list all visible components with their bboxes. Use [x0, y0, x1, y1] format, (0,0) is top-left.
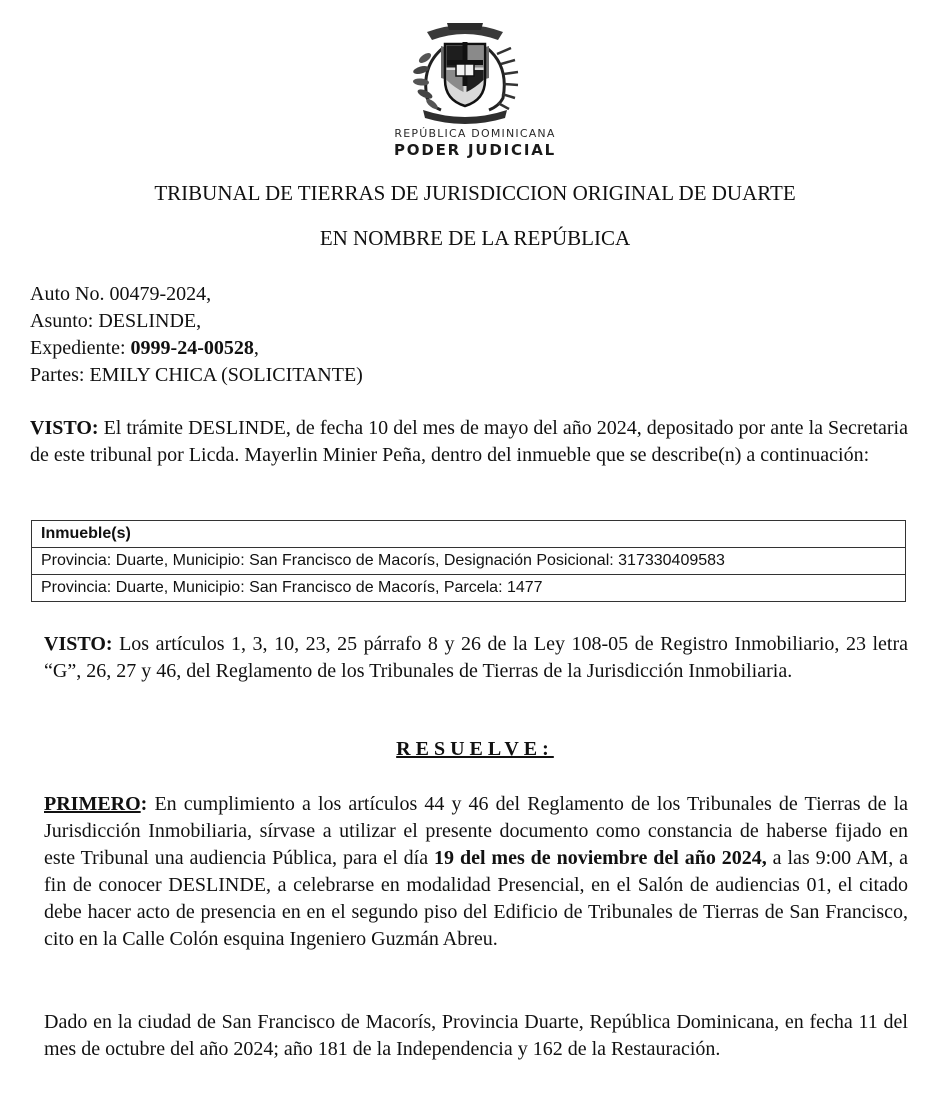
- resuelve-heading: RESUELVE:: [396, 738, 554, 760]
- auto-number-line: [30, 281, 363, 308]
- visto-text: El trámite DESLINDE, de fecha 10 del mes de mayo del año 2024, depositado por ante la Secretaria de este tribunal por Licda. Mayerlin Minier Peña, dentro del inmueble que se describe(n) a continuación:: [30, 417, 908, 466]
- auto-value: 00479-2024,: [109, 283, 212, 305]
- table-row: [32, 575, 906, 602]
- auto-label: Auto No.: [30, 283, 105, 305]
- table-row: [32, 548, 906, 575]
- expediente-label: Expediente:: [30, 337, 126, 359]
- coat-of-arms-icon: [405, 14, 525, 126]
- table-header-cell: Inmueble(s): [32, 521, 906, 548]
- document-subtitle: EN NOMBRE DE LA REPÚBLICA: [319, 226, 631, 250]
- visto-paragraph-2: [44, 631, 908, 685]
- primero-text-a: En cumplimiento a los artículos 44 y 46 del Reglamento de los Tribunales de Tierras de la Jurisdicción Inmobiliaria, sírvase a utilizar el presente documento como constancia de haberse fijado en este Tribunal una audiencia Pública, para el día: [44, 793, 908, 869]
- asunto-label: Asunto:: [30, 310, 94, 332]
- table-cell: Provincia: Duarte, Municipio: San Francisco de Macorís, Parcela: 1477: [32, 575, 906, 602]
- expediente-line: [30, 335, 363, 362]
- expediente-value: 0999-24-00528: [130, 337, 254, 359]
- partes-label: Partes:: [30, 364, 85, 386]
- visto-text: Los artículos 1, 3, 10, 23, 25 párrafo 8 y 26 de la Ley 108-05 de Registro Inmobiliario, 23 letra “G”, 26, 27 y 46, del Reglamento de los Tribunales de Tierras de la Jurisdicción Inmobiliaria.: [44, 633, 908, 682]
- primero-label-underlined: PRIMERO: [44, 793, 141, 815]
- asunto-value: DESLINDE,: [98, 310, 202, 332]
- expediente-suffix: ,: [253, 337, 259, 359]
- org-country: REPÚBLICA DOMINICANA: [394, 127, 556, 140]
- partes-value: EMILY CHICA (SOLICITANTE): [89, 364, 363, 386]
- dado-paragraph: Dado en la ciudad de San Francisco de Macorís, Provincia Duarte, República Dominicana, en fecha 11 del mes de octubre del año 2024; año 181 de la Independencia y 162 de la Restauración.: [44, 1011, 908, 1060]
- table-cell: Provincia: Duarte, Municipio: San Francisco de Macorís, Designación Posicional: 317330409583: [32, 548, 906, 575]
- case-metadata: [30, 281, 363, 389]
- primero-text-b: a las 9:00 AM, a fin de conocer DESLINDE, a celebrarse en modalidad Presencial, en el Salón de audiencias 01, el citado debe hacer acto de presencia en en el segundo piso del Edificio de Tribunales de Tierras de San Francisco, cito en la Calle Colón esquina Ingeniero Guzmán Abreu.: [44, 847, 909, 950]
- visto-label: VISTO:: [30, 417, 99, 439]
- primero-colon: :: [140, 793, 148, 815]
- visto-paragraph-1: [30, 415, 908, 469]
- visto-label: VISTO:: [44, 633, 113, 655]
- asunto-line: [30, 308, 363, 335]
- org-name: PODER JUDICIAL: [394, 141, 556, 159]
- primero-label: [44, 793, 147, 815]
- hearing-date: 19 del mes de noviembre del año 2024,: [434, 847, 767, 869]
- table-header-row: [32, 521, 906, 548]
- primero-paragraph: [44, 791, 908, 953]
- partes-line: [30, 362, 363, 389]
- tribunal-title: TRIBUNAL DE TIERRAS DE JURISDICCION ORIGINAL DE DUARTE: [154, 181, 796, 205]
- inmuebles-table: [31, 520, 906, 602]
